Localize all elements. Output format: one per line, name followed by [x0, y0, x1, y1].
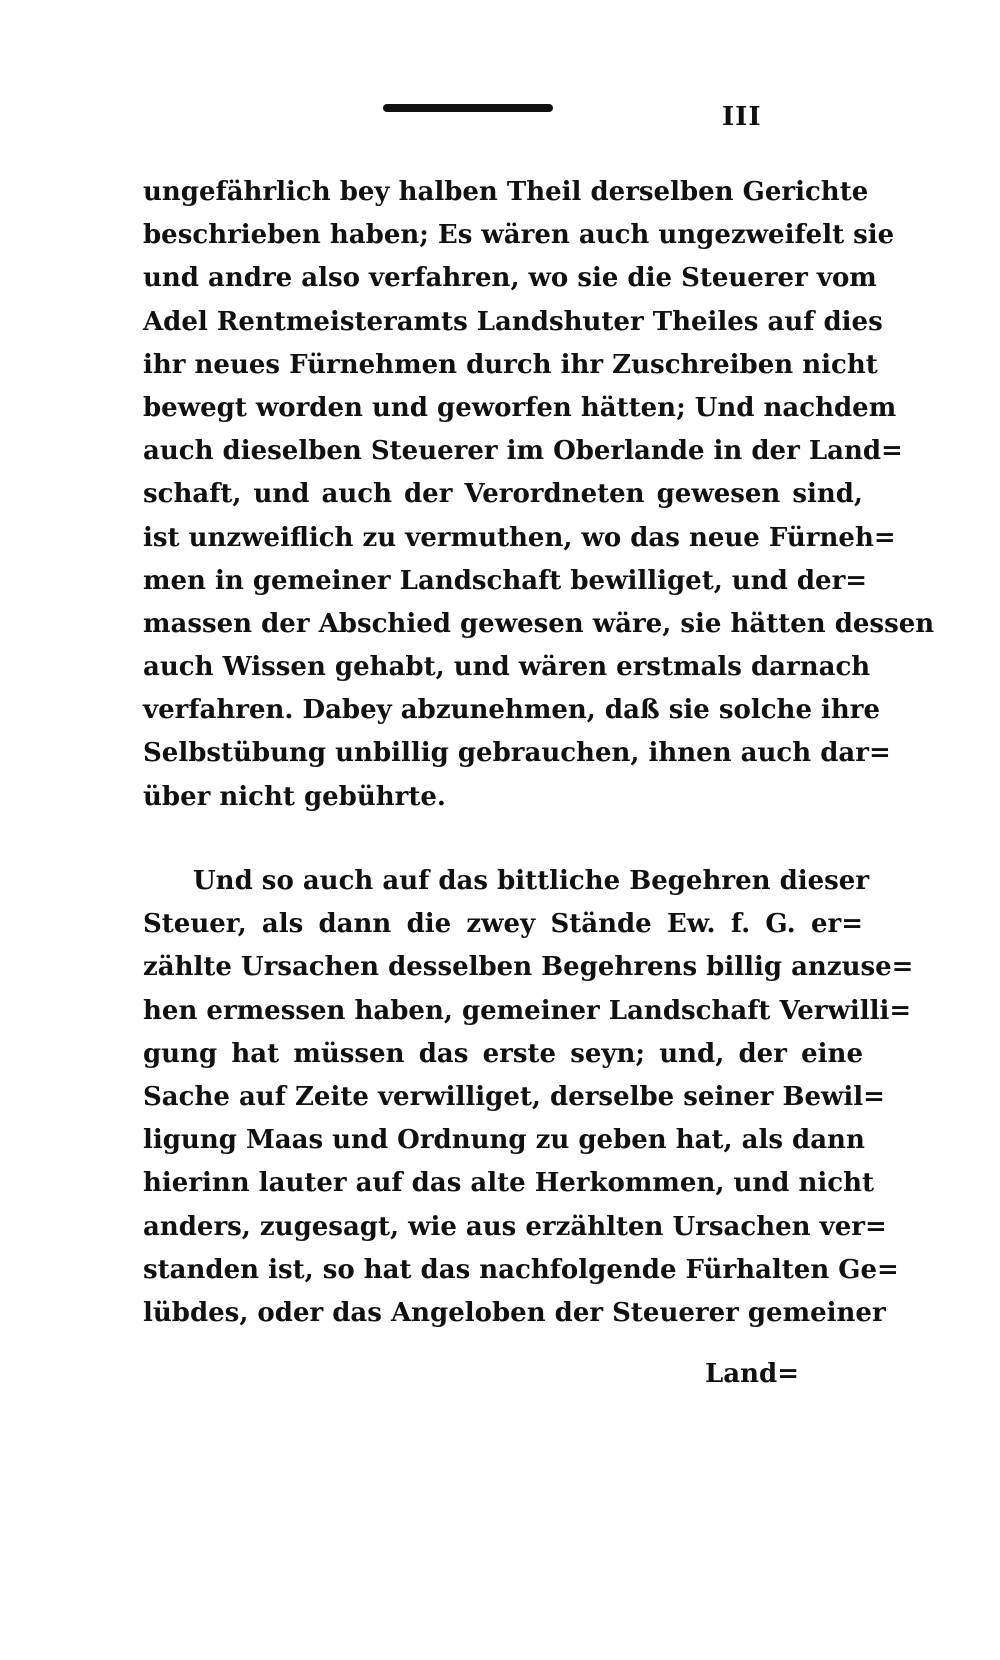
text-line: Adel Rentmeisteramts Landshuter Theiles auf dies: [143, 306, 883, 337]
text-line: standen ist, so hat das nachfolgende Fürhalten Ge=: [143, 1254, 899, 1285]
text-line: und andre also verfahren, wo sie die Steuerer vom: [143, 263, 877, 294]
text-line: Selbstübung unbillig gebrauchen, ihnen auch dar=: [143, 738, 891, 769]
paragraph-1: [143, 171, 935, 819]
text-line: beschrieben haben; Es wären auch ungezweifelt sie: [143, 220, 895, 251]
text-line: men in gemeiner Landschaft bewilliget, und der=: [143, 565, 868, 596]
text-line: anders, zugesagt, wie aus erzählten Ursachen ver=: [143, 1211, 887, 1242]
text-line: ligung Maas und Ordnung zu geben hat, als dann: [143, 1125, 865, 1156]
paragraph-2: [143, 860, 914, 1335]
header-rule: [383, 104, 553, 112]
text-line: über nicht gebührte.: [143, 781, 446, 812]
catchword: Land=: [705, 1359, 799, 1389]
text-line: zählte Ursachen desselben Begehrens billig anzuse=: [143, 952, 914, 983]
text-line: verfahren. Dabey abzunehmen, daß sie solche ihre: [143, 695, 881, 726]
text-line: Sache auf Zeite verwilliget, derselbe seiner Bewil=: [143, 1081, 885, 1112]
text-line: massen der Abschied gewesen wäre, sie hätten dessen: [143, 608, 935, 639]
text-line: ungefährlich bey halben Theil derselben Gerichte: [143, 177, 869, 207]
text-line: gung hat müssen das erste seyn; und, der eine: [143, 1038, 863, 1069]
text-line: Steuer, als dann die zwey Stände Ew. f. G. er=: [143, 909, 863, 940]
text-line: auch Wissen gehabt, und wären erstmals darnach: [143, 652, 871, 683]
text-line: schaft, und auch der Verordneten gewesen sind,: [143, 479, 863, 510]
text-line: hen ermessen haben, gemeiner Landschaft Verwilli=: [143, 995, 912, 1026]
text-line: hierinn lauter auf das alte Herkommen, und nicht: [143, 1168, 875, 1199]
text-line: ist unzweiflich zu vermuthen, wo das neue Fürneh=: [143, 522, 896, 553]
text-line: Und so auch auf das bittliche Begehren dieser: [193, 866, 870, 896]
text-line: ihr neues Fürnehmen durch ihr Zuschreiben nicht: [143, 349, 878, 380]
text-line: auch dieselben Steuerer im Oberlande in der Land=: [143, 436, 903, 467]
text-line: lübdes, oder das Angeloben der Steuerer gemeiner: [143, 1297, 886, 1328]
text-line: bewegt worden und geworfen hätten; Und nachdem: [143, 392, 897, 423]
page-number: III: [722, 102, 762, 132]
